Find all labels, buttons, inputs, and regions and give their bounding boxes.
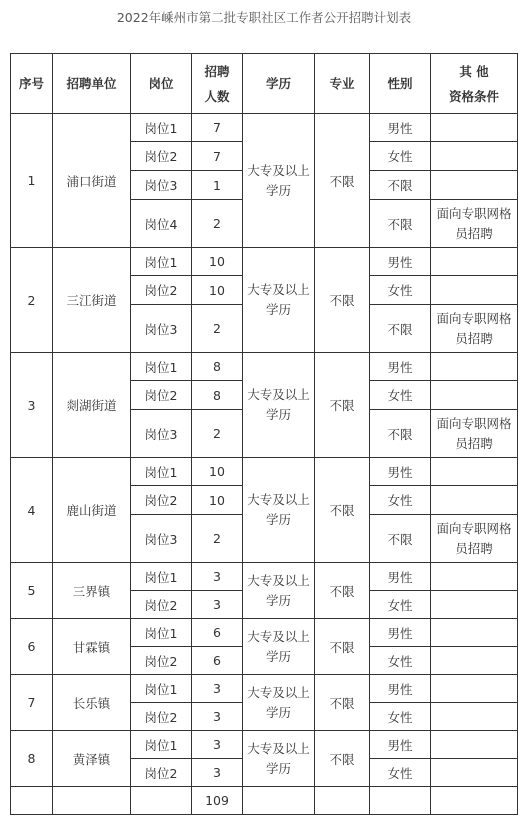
cell-gender: 男性: [370, 353, 431, 381]
cell-count: 3: [192, 731, 243, 759]
cell-count: 6: [192, 647, 243, 675]
cell-post: 岗位1: [131, 248, 192, 276]
cell-no: 3: [11, 353, 53, 458]
cell-count: 10: [192, 486, 243, 515]
cell-gender: 不限: [370, 515, 431, 563]
cell-count: 3: [192, 591, 243, 619]
cell-unit: 黄泽镇: [53, 731, 131, 787]
cell-unit: 甘霖镇: [53, 619, 131, 675]
cell-no: 5: [11, 563, 53, 619]
cell-post: 岗位4: [131, 200, 192, 248]
total-empty-edu: [243, 787, 315, 815]
cell-major: 不限: [315, 353, 370, 458]
cell-post: 岗位2: [131, 276, 192, 305]
cell-gender: 女性: [370, 591, 431, 619]
cell-major: 不限: [315, 563, 370, 619]
cell-gender: 男性: [370, 731, 431, 759]
cell-gender: 女性: [370, 276, 431, 305]
cell-gender: 女性: [370, 142, 431, 171]
cell-unit: 浦口街道: [53, 114, 131, 248]
cell-post: 岗位2: [131, 759, 192, 787]
cell-post: 岗位2: [131, 486, 192, 515]
cell-post: 岗位2: [131, 647, 192, 675]
table-row: [11, 114, 518, 142]
cell-unit: 剡湖街道: [53, 353, 131, 458]
cell-other: [431, 114, 518, 142]
cell-post: 岗位2: [131, 703, 192, 731]
header-other: [431, 54, 518, 114]
cell-gender: 不限: [370, 200, 431, 248]
cell-edu: 大专及以上学历: [243, 353, 315, 458]
cell-other: [431, 142, 518, 171]
total-empty-major: [315, 787, 370, 815]
cell-count: 3: [192, 675, 243, 703]
cell-edu: 大专及以上学历: [243, 458, 315, 563]
cell-unit: 三江街道: [53, 248, 131, 353]
cell-post: 岗位1: [131, 353, 192, 381]
table-row: [11, 458, 518, 486]
total-empty-unit: [53, 787, 131, 815]
cell-edu: 大专及以上学历: [243, 675, 315, 731]
cell-other: [431, 703, 518, 731]
cell-major: 不限: [315, 114, 370, 248]
total-empty-post: [131, 787, 192, 815]
cell-other: 面向专职网格员招聘: [431, 515, 518, 563]
table-row: [11, 353, 518, 381]
header-count-line2: 人数: [204, 88, 230, 104]
header-edu: 学历: [243, 54, 315, 114]
cell-gender: 男性: [370, 114, 431, 142]
cell-major: 不限: [315, 248, 370, 353]
cell-unit: 长乐镇: [53, 675, 131, 731]
cell-post: 岗位2: [131, 381, 192, 410]
cell-edu: 大专及以上学历: [243, 114, 315, 248]
cell-no: 7: [11, 675, 53, 731]
cell-no: 1: [11, 114, 53, 248]
cell-unit: 鹿山街道: [53, 458, 131, 563]
cell-no: 8: [11, 731, 53, 787]
cell-count: 2: [192, 410, 243, 458]
cell-gender: 男性: [370, 458, 431, 486]
cell-major: 不限: [315, 458, 370, 563]
cell-post: 岗位1: [131, 114, 192, 142]
cell-count: 3: [192, 759, 243, 787]
cell-count: 2: [192, 200, 243, 248]
header-post: 岗位: [131, 54, 192, 114]
header-major: 专业: [315, 54, 370, 114]
cell-count: 2: [192, 515, 243, 563]
cell-post: 岗位2: [131, 142, 192, 171]
cell-no: 4: [11, 458, 53, 563]
cell-gender: 女性: [370, 759, 431, 787]
cell-other: [431, 591, 518, 619]
header-other-line2: 资格条件: [448, 88, 499, 104]
cell-other: [431, 563, 518, 591]
cell-post: 岗位1: [131, 563, 192, 591]
cell-count: 1: [192, 171, 243, 200]
cell-gender: 女性: [370, 381, 431, 410]
cell-count: 10: [192, 276, 243, 305]
cell-edu: 大专及以上学历: [243, 248, 315, 353]
cell-post: 岗位3: [131, 515, 192, 563]
cell-count: 7: [192, 114, 243, 142]
recruitment-plan-table: [10, 53, 518, 815]
cell-post: 岗位3: [131, 171, 192, 200]
cell-post: 岗位3: [131, 410, 192, 458]
cell-other: [431, 353, 518, 381]
header-gender: 性别: [370, 54, 431, 114]
total-empty-other: [431, 787, 518, 815]
header-count-line1: 招聘: [204, 63, 230, 79]
table-row: [11, 731, 518, 759]
cell-gender: 女性: [370, 486, 431, 515]
table-row: [11, 675, 518, 703]
cell-count: 2: [192, 305, 243, 353]
cell-other: [431, 486, 518, 515]
cell-count: 8: [192, 353, 243, 381]
cell-gender: 不限: [370, 305, 431, 353]
cell-other: 面向专职网格员招聘: [431, 200, 518, 248]
cell-count: 7: [192, 142, 243, 171]
cell-post: 岗位2: [131, 591, 192, 619]
cell-other: [431, 276, 518, 305]
cell-major: 不限: [315, 731, 370, 787]
cell-major: 不限: [315, 619, 370, 675]
total-count: 109: [192, 787, 243, 815]
header-unit: 招聘单位: [53, 54, 131, 114]
table-row: [11, 248, 518, 276]
header-row: [11, 54, 518, 114]
cell-other: [431, 619, 518, 647]
table-row: [11, 563, 518, 591]
cell-gender: 男性: [370, 248, 431, 276]
cell-other: [431, 248, 518, 276]
cell-unit: 三界镇: [53, 563, 131, 619]
cell-post: 岗位1: [131, 675, 192, 703]
cell-post: 岗位1: [131, 731, 192, 759]
cell-post: 岗位3: [131, 305, 192, 353]
cell-other: [431, 381, 518, 410]
cell-other: [431, 675, 518, 703]
table-row: [11, 619, 518, 647]
header-other-line1: 其 他: [459, 63, 489, 79]
cell-other: 面向专职网格员招聘: [431, 410, 518, 458]
cell-no: 6: [11, 619, 53, 675]
cell-no: 2: [11, 248, 53, 353]
total-empty-gender: [370, 787, 431, 815]
cell-count: 3: [192, 563, 243, 591]
cell-major: 不限: [315, 675, 370, 731]
header-no: 序号: [11, 54, 53, 114]
cell-gender: 女性: [370, 647, 431, 675]
cell-gender: 男性: [370, 675, 431, 703]
cell-other: [431, 647, 518, 675]
total-empty-no: [11, 787, 53, 815]
cell-gender: 女性: [370, 703, 431, 731]
cell-other: [431, 759, 518, 787]
cell-count: 3: [192, 703, 243, 731]
cell-gender: 男性: [370, 619, 431, 647]
total-row: [11, 787, 518, 815]
cell-edu: 大专及以上学历: [243, 563, 315, 619]
cell-count: 10: [192, 458, 243, 486]
page-title: 2022年嵊州市第二批专职社区工作者公开招聘计划表: [116, 10, 412, 25]
cell-other: [431, 171, 518, 200]
cell-gender: 不限: [370, 171, 431, 200]
cell-count: 8: [192, 381, 243, 410]
cell-count: 10: [192, 248, 243, 276]
cell-post: 岗位1: [131, 458, 192, 486]
cell-edu: 大专及以上学历: [243, 619, 315, 675]
cell-other: 面向专职网格员招聘: [431, 305, 518, 353]
cell-edu: 大专及以上学历: [243, 731, 315, 787]
header-count: [192, 54, 243, 114]
cell-gender: 不限: [370, 410, 431, 458]
cell-other: [431, 458, 518, 486]
cell-gender: 男性: [370, 563, 431, 591]
cell-count: 6: [192, 619, 243, 647]
cell-post: 岗位1: [131, 619, 192, 647]
cell-other: [431, 731, 518, 759]
